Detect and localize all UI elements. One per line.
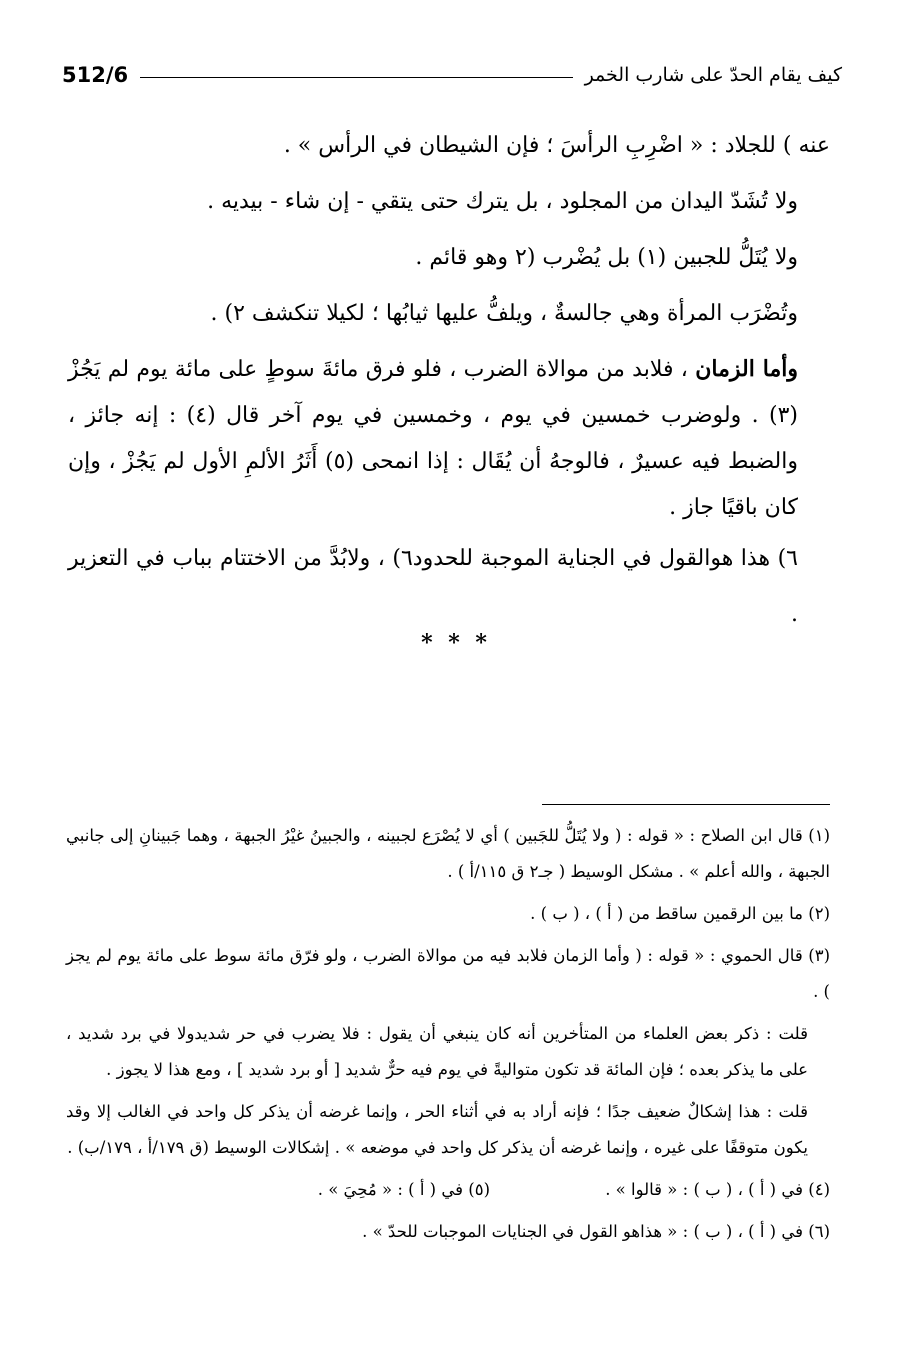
running-header bbox=[62, 58, 842, 92]
footnote: (٥) في ( أ ) : « مُحِيَ » . bbox=[317, 1180, 490, 1199]
page-number: 512/6 bbox=[62, 63, 129, 87]
text-line: ولا يُتَلُّ للجبين (١) بل يُضْرب (٢ وهو قائم . bbox=[415, 245, 798, 270]
text-line: ٦) هذا هوالقول في الجناية الموجبة للحدود٦) ، ولابُدَّ من الاختتام بباب في التعزير . bbox=[68, 546, 798, 627]
footnote-continuation: قلت : ذكر بعض العلماء من المتأخرين أنه كان ينبغي أن يقول : فلا يضرب في حر شديدولا في برد شديد ، على ما يذكر بعده ؛ فإن المائة قد تكون متواليةً في يوم فيه حرٌّ شديد [ أو برد شديد ] ، ومع هذا لا يجوز . bbox=[66, 1024, 808, 1079]
footnote-row bbox=[66, 1172, 830, 1208]
main-text bbox=[68, 118, 830, 643]
footnote: (٣) قال الحموي : « قوله : ( وأما الزمان فلابد فيه من موالاة الضرب ، ولو فرّق مائة سوط على مائة يوم لم يجز ) . bbox=[66, 946, 830, 1001]
text-line: ولا تُشَدّ اليدان من المجلود ، بل يترك حتى يتقي - إن شاء - بيديه . bbox=[207, 189, 798, 214]
text-line: وتُضْرَب المرأة وهي جالسةٌ ، ويلفُّ عليها ثيابُها ؛ لكيلا تنكشف ٢) . bbox=[210, 301, 798, 326]
footnote-continuation: قلت : هذا إشكالٌ ضعيف جدًا ؛ فإنه أراد به في أثناء الحر ، وإنما غرضه أن يذكر كل واحد في الغالب إلا وقد يكون متوقفًا على غيره ، وإنما غرضه أن يذكر كل واحد في موضعه » . إشكالات الوسيط (ق ١٧٩/أ ، ١٧٩/ب) . bbox=[66, 1102, 808, 1157]
footnote: (٢) ما بين الرقمين ساقط من ( أ ) ، ( ب ) . bbox=[530, 904, 830, 923]
section-heading-inline: وأما الزمان bbox=[695, 356, 798, 382]
section-separator: * * * bbox=[421, 630, 491, 656]
running-title: كيف يقام الحدّ على شارب الخمر bbox=[584, 64, 842, 86]
text-paragraph bbox=[68, 346, 830, 531]
footnote: (٤) في ( أ ) ، ( ب ) : « قالوا » . bbox=[605, 1180, 830, 1199]
footnote: (٦) في ( أ ) ، ( ب ) : « هذاهو القول في الجنايات الموجبات للحدّ » . bbox=[362, 1222, 830, 1241]
footnote: (١) قال ابن الصلاح : « قوله : ( ولا يُتَلُّ للجَبين ) أي لا يُصْرَع لجبينه ، والجبينُ غيْرُ الجبهة ، وهما جَبينانِ إلى جانبي الجبهة ، والله أعلم » . مشكل الوسيط ( جـ٢ ق ١١٥/أ ) . bbox=[66, 826, 830, 881]
text-line: عنه ) للجلاد : « اضْرِبِ الرأسَ ؛ فإن الشيطان في الرأس » . bbox=[283, 133, 830, 158]
footnote-rule bbox=[542, 804, 830, 805]
footnotes bbox=[66, 818, 830, 1256]
paragraph-body: ، فلابد من موالاة الضرب ، فلو فرق مائةَ سوطٍ على مائة يوم لم يَجُزْ (٣) . ولوضرب خمسين في يوم ، وخمسين في يوم آخر قال (٤) : إنه جائز ، والضبط فيه عسيرٌ ، فالوجهُ أن يُقَال : إذا انمحى (٥) أَثَرُ الألمِ الأول لم يَجُزْ ، وإن كان باقيًا جاز . bbox=[68, 357, 798, 520]
header-rule bbox=[140, 77, 572, 78]
